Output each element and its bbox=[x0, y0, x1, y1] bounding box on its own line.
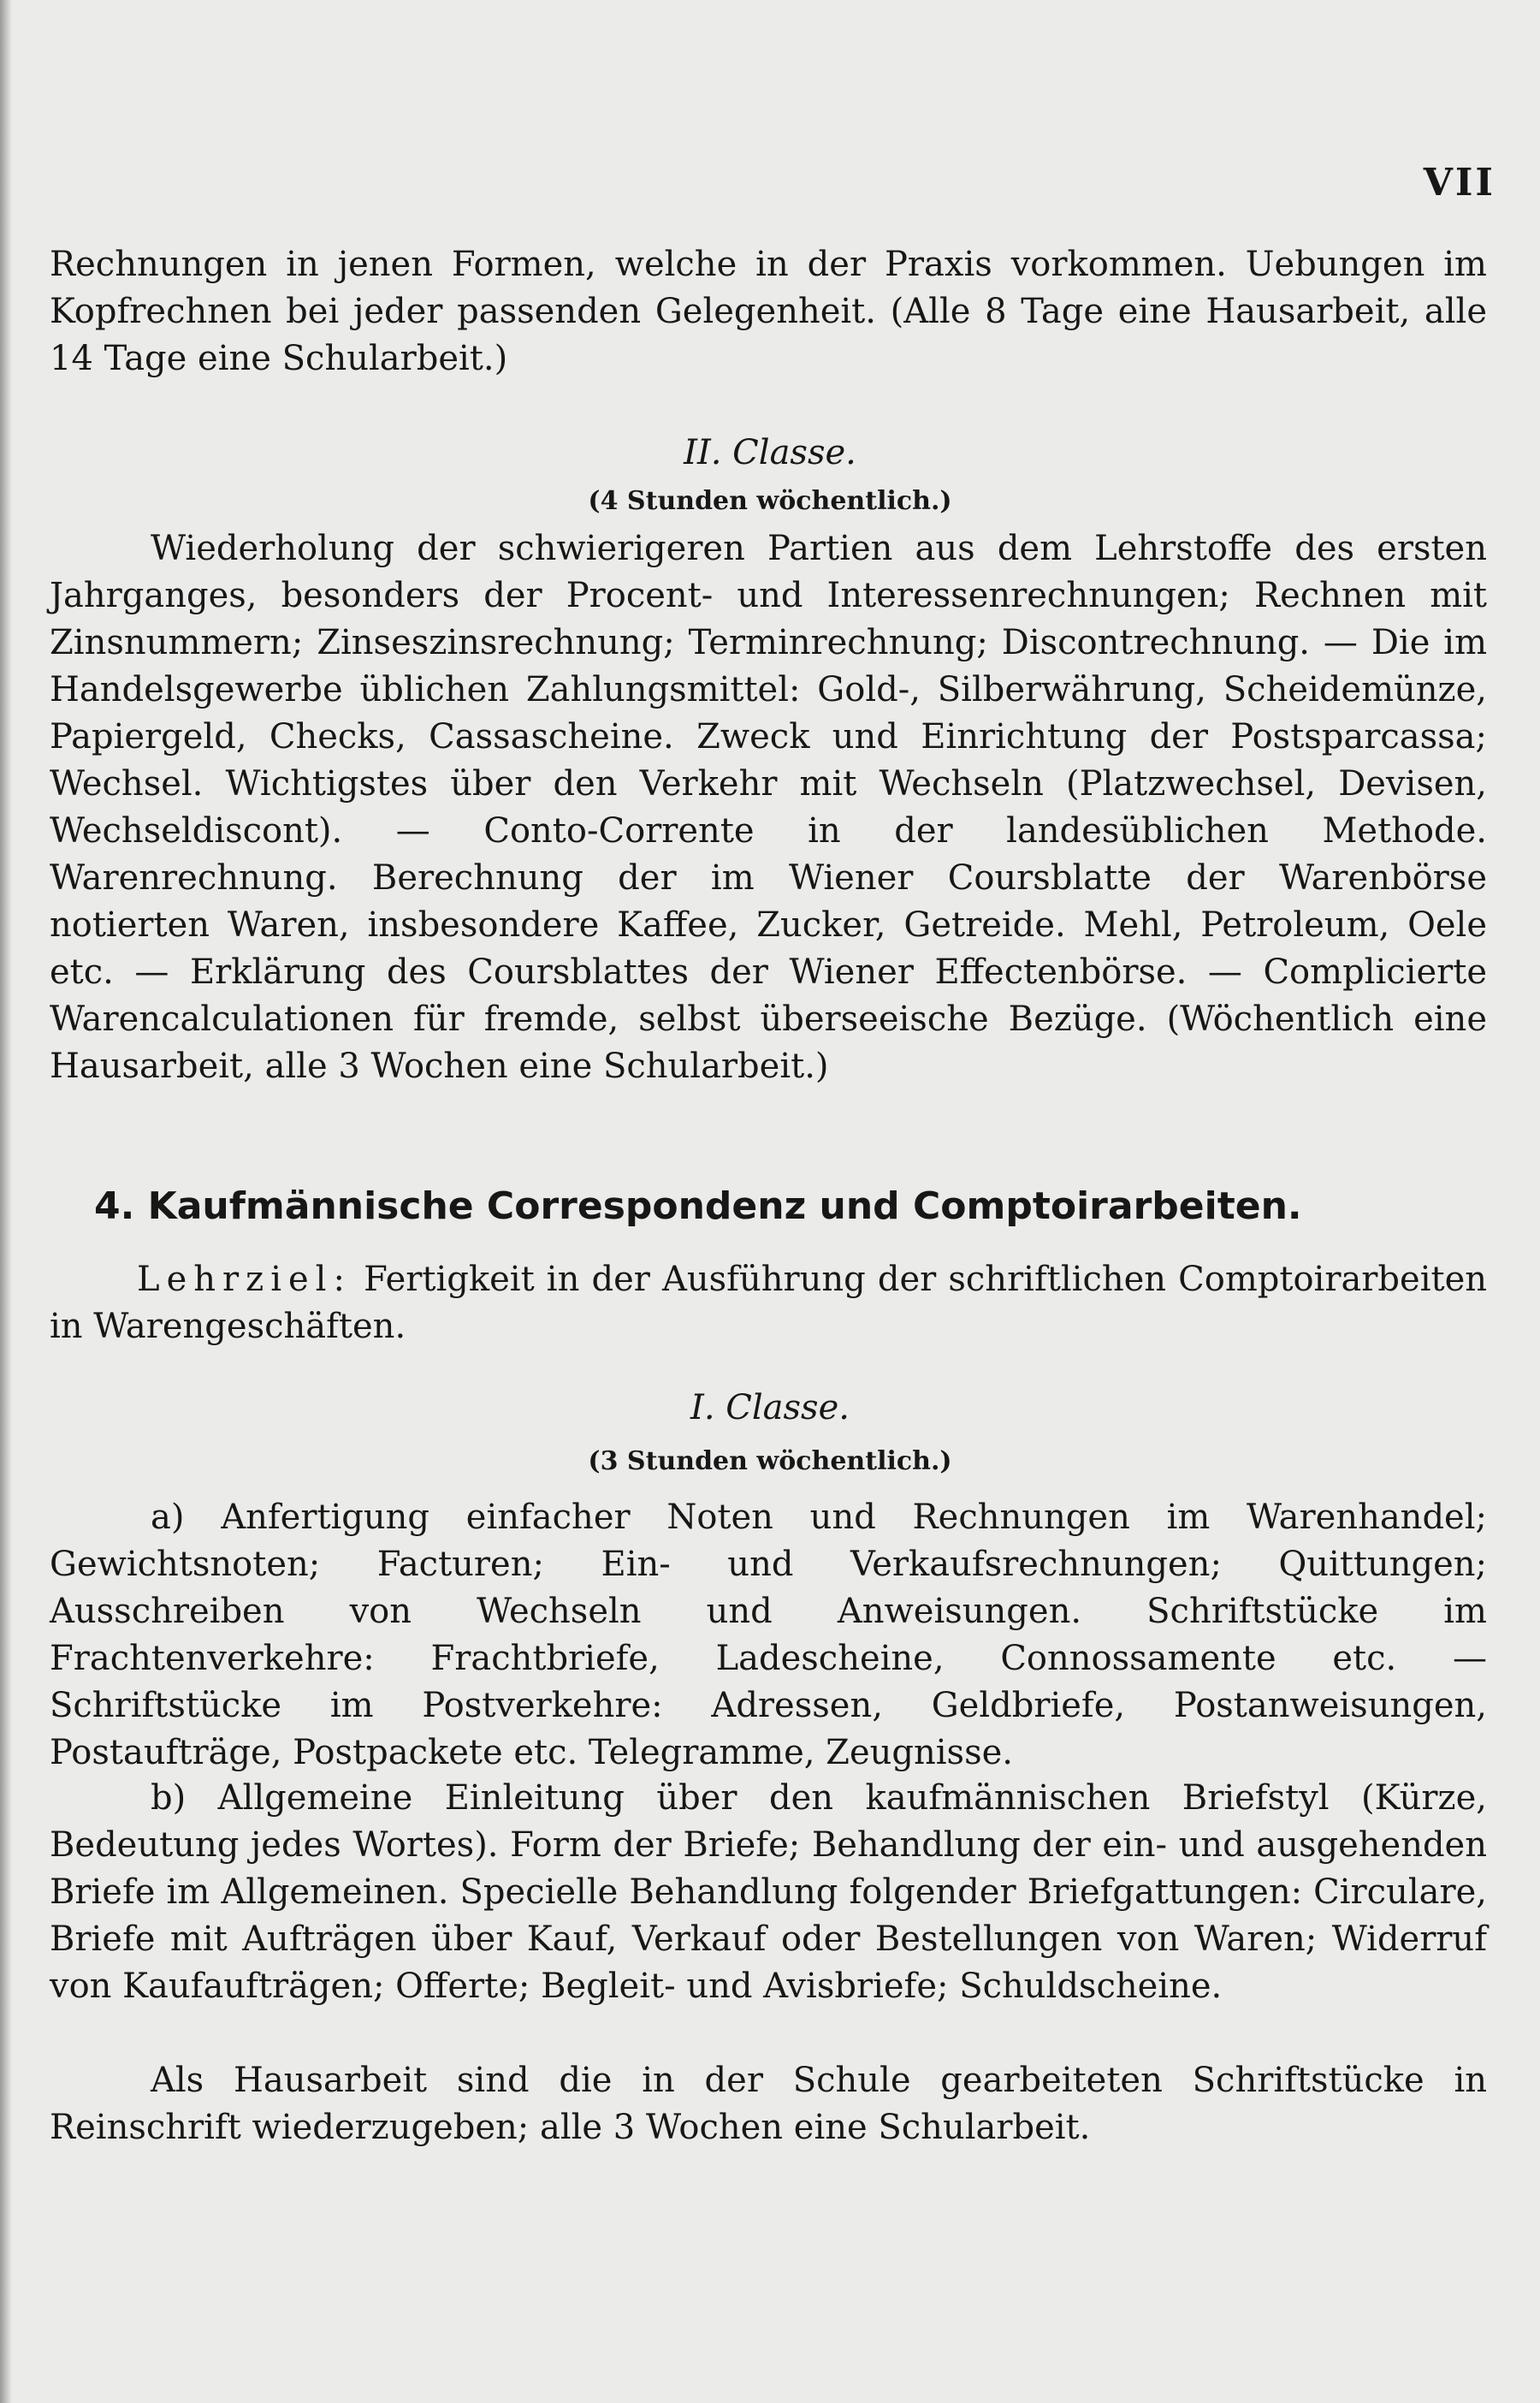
class-1-paragraph-c: Als Hausarbeit sind die in der Schule gearbeiteten Schriftstücke in Reinschrift wiederzugeben; alle 3 Wochen eine Schularbeit. bbox=[50, 2061, 1487, 2147]
intro-paragraph: Rechnungen in jenen Formen, welche in der Praxis vorkommen. Uebungen im Kopfrechnen bei jeder passenden Gelegenheit. (Alle 8 Tage eine Hausarbeit, alle 14 Tage eine Schularbeit.) bbox=[50, 245, 1487, 378]
page-edge-shadow bbox=[0, 0, 12, 2403]
class-1-hours: (3 Stunden wöchentlich.) bbox=[588, 1446, 952, 1476]
lehrziel-paragraph bbox=[50, 1256, 1487, 1350]
class-2-heading: II. Classe. bbox=[684, 433, 856, 472]
lehrziel-label: Lehrziel: bbox=[137, 1260, 352, 1299]
lehrziel-text: Fertigkeit in der Ausführung der schriftlichen Comptoirarbeiten in Warengeschäften. bbox=[50, 1260, 1487, 1346]
class-2-syllabus-text: Wiederholung der schwierigeren Partien aus dem Lehrstoffe des ersten Jahrganges, besonders der Procent- und Interessenrechnungen; Rechnen mit Zinsnummern; Zinseszinsrechnung; Terminrechnung; Discontrechnung. — Die im Handelsgewerbe üblichen Zahlungsmittel: Gold-, Silberwährung, Scheidemünze, Papiergeld, Checks, Cassascheine. Zweck und Einrichtung der Postsparcassa; Wechsel. Wichtigstes über den Verkehr mit Wechseln (Platzwechsel, Devisen, Wechseldiscont). — Conto-Corrente in der landesüblichen Methode. Warenrechnung. Berechnung der im Wiener Coursblatte der Warenbörse notierten Waren, insbesondere Kaffee, Zucker, Getreide. Mehl, Petroleum, Oele etc. — Erklärung des Coursblattes der Wiener Effectenbörse. — Complicierte Warencalculationen für fremde, selbst überseeische Bezüge. (Wöchentlich eine Hausarbeit, alle 3 Wochen eine Schularbeit.) bbox=[50, 529, 1487, 1086]
class-1-heading: I. Classe. bbox=[690, 1388, 850, 1427]
class-1-paragraph-a: a) Anfertigung einfacher Noten und Rechnungen im Warenhandel; Gewichtsnoten; Facturen; Ein- und Verkaufsrechnungen; Quittungen; Ausschreiben von Wechseln und Anweisungen. Schriftstücke im Frachtenverkehre: Frachtbriefe, Ladescheine, Connossamente etc. — Schriftstücke im Postverkehre: Adressen, Geldbriefe, Postanweisungen, Postaufträge, Postpackete etc. Telegramme, Zeugnisse. bbox=[50, 1498, 1487, 1772]
class-1-paragraph-b: b) Allgemeine Einleitung über den kaufmännischen Briefstyl (Kürze, Bedeutung jedes Wortes). Form der Briefe; Behandlung der ein- und ausgehenden Briefe im Allgemeinen. Specielle Behandlung folgender Briefgattungen: Circulare, Briefe mit Aufträgen über Kauf, Verkauf oder Bestellungen von Waren; Widerruf von Kaufaufträgen; Offerte; Begleit- und Avisbriefe; Schuldscheine. bbox=[50, 1778, 1487, 2006]
page-number: VII bbox=[1423, 161, 1496, 205]
class-2-hours: (4 Stunden wöchentlich.) bbox=[588, 486, 952, 516]
section-4-heading: 4. Kaufmännische Correspondenz und Comptoirarbeiten. bbox=[94, 1184, 1302, 1228]
